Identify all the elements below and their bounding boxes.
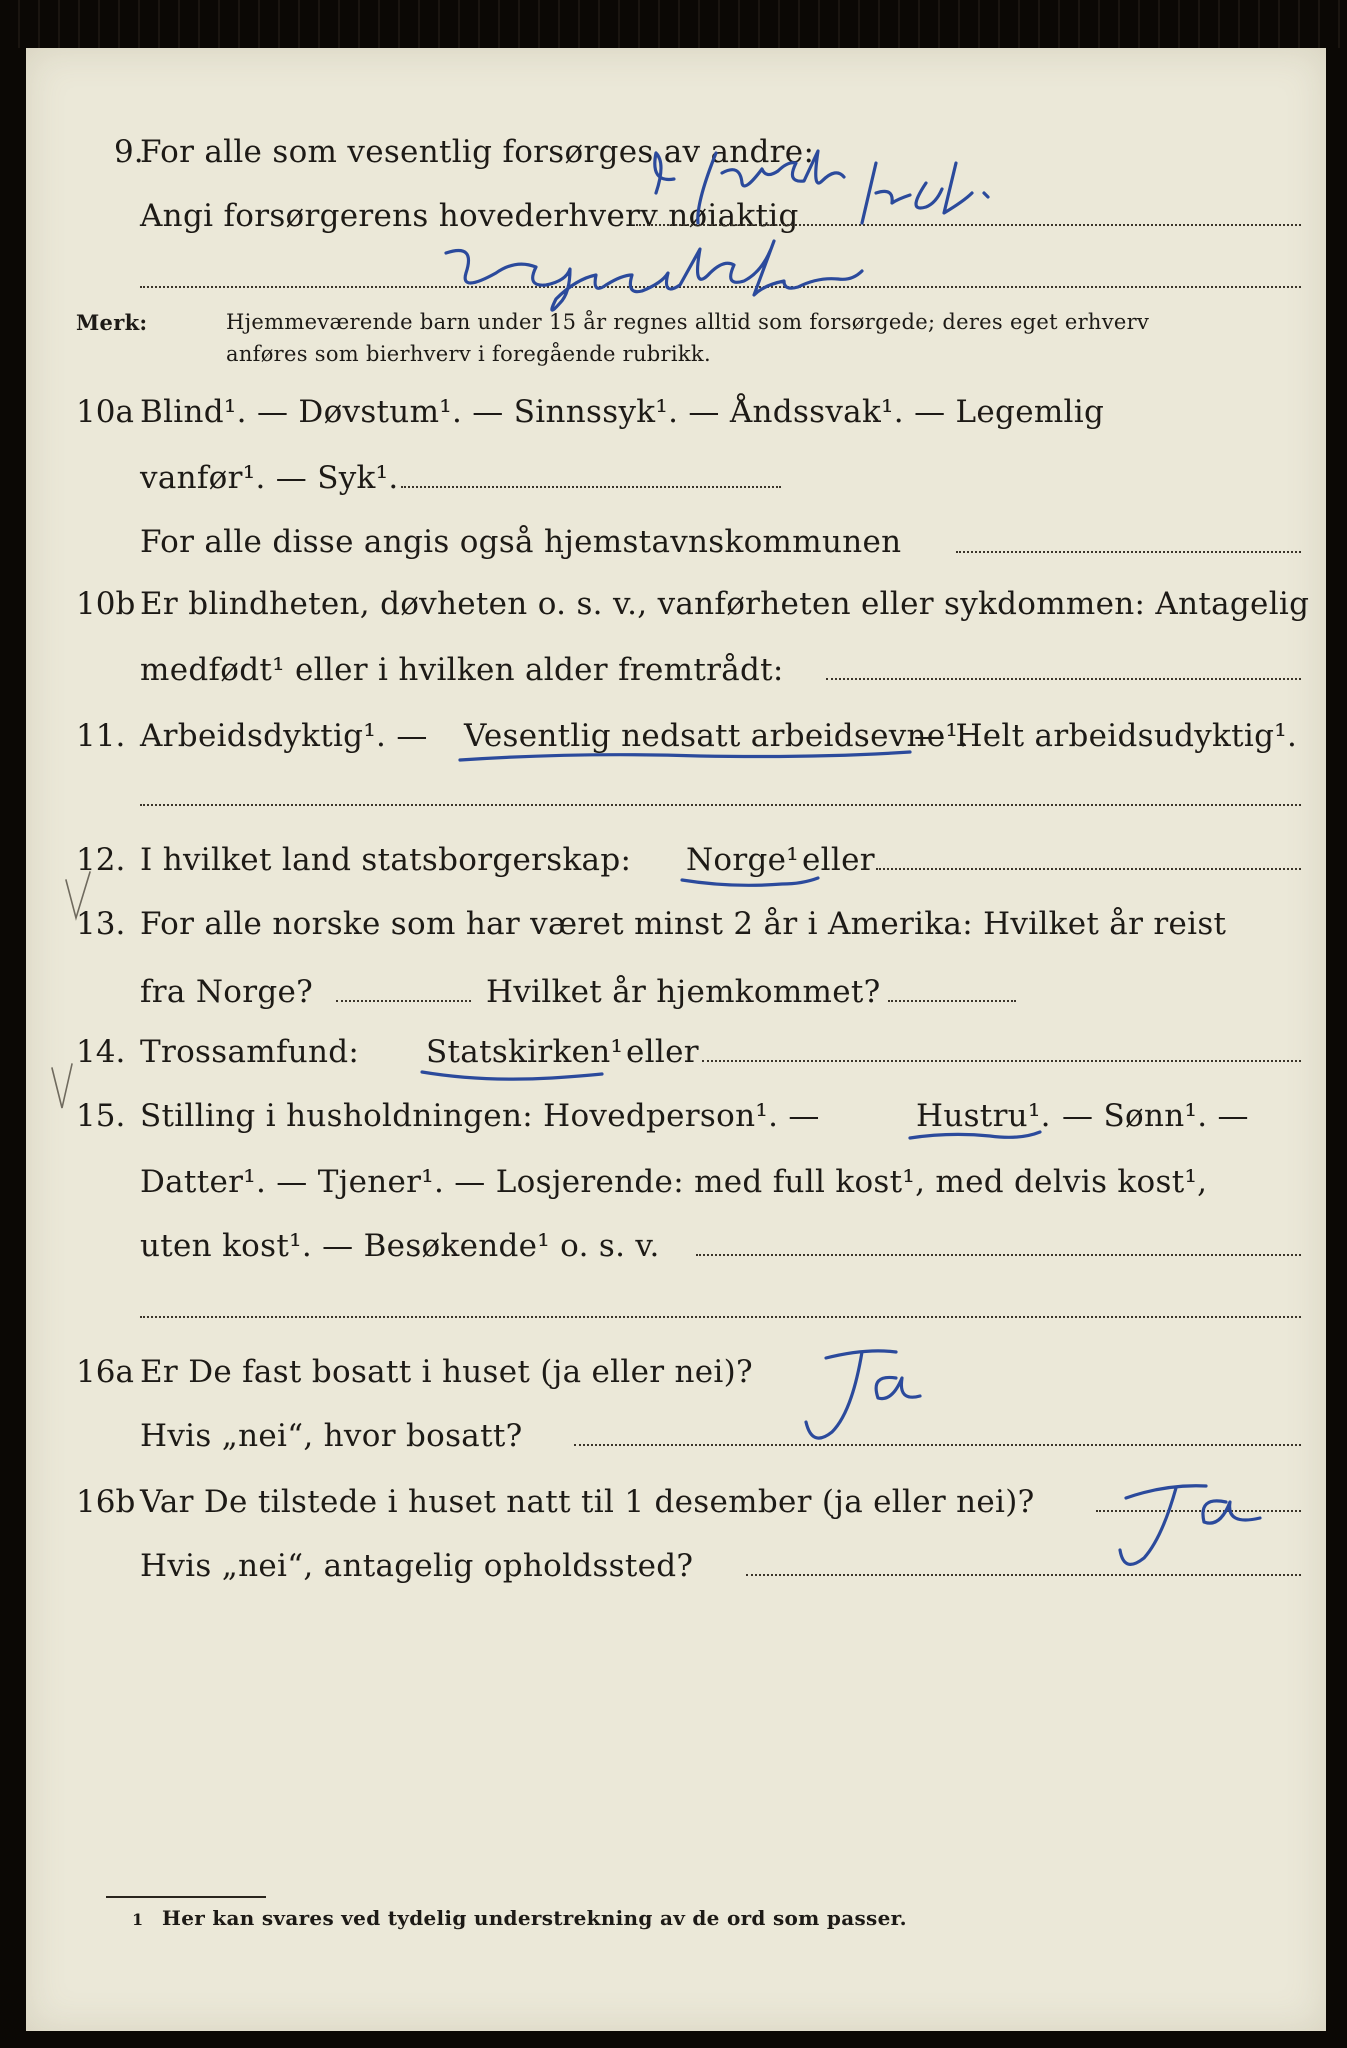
q14-underline (418, 1066, 618, 1090)
q15-number: 15. (76, 1098, 126, 1134)
census-form-page (26, 48, 1326, 2031)
q10a-line2: vanfør¹. — Syk¹. (140, 460, 399, 496)
q10a-line3: For alle disse angis også hjemstavnskommunen (140, 524, 902, 560)
q10a-line1: Blind¹. — Døvstum¹. — Sinnssyk¹. — Åndssvak¹. — Legemlig (140, 394, 1105, 430)
merk-line2: anføres som bierhverv i foregående rubrikk. (226, 342, 711, 366)
q13-number: 13. (76, 906, 126, 942)
q10b-line1: Er blindheten, døvheten o. s. v., vanførheten eller sykdommen: Antagelig (140, 586, 1310, 622)
q14-rest: eller (626, 1034, 699, 1070)
q15-underline (906, 1128, 1056, 1152)
q14-text: Trossamfund: (140, 1034, 360, 1070)
q9-number: 9. (114, 134, 144, 170)
q10b-number: 10b (76, 586, 136, 622)
q13-line1: For alle norske som har været minst 2 år i Amerika: Hvilket år reist (140, 906, 1227, 942)
q13-line2b: Hvilket år hjemkommet? (486, 974, 881, 1010)
q13-reist-line (336, 1000, 471, 1002)
q12-rest: eller (802, 842, 875, 878)
q16b-line2: Hvis „nei“, antagelig opholdssted? (140, 1548, 694, 1584)
q9-line1: For alle som vesentlig forsørges av andre: (140, 134, 815, 170)
q12-text: I hvilket land statsborgerskap: (140, 842, 632, 878)
q11-part1: Arbeidsdyktig¹. — (140, 718, 428, 754)
q12-answer-line (876, 868, 1301, 870)
q11-number: 11. (76, 718, 126, 754)
q10b-answer-line (826, 678, 1301, 680)
q15-line2: Datter¹. — Tjener¹. — Losjerende: med full kost¹, med delvis kost¹, (140, 1164, 1208, 1200)
scan-edge (0, 0, 1347, 48)
q16a-handwritten-answer (776, 1338, 976, 1458)
q16b-handwritten-answer (1086, 1458, 1316, 1578)
q10a-syk-line (401, 486, 781, 488)
q13-line2a: fra Norge? (140, 974, 314, 1010)
q16a-line1: Er De fast bosatt i huset (ja eller nei)? (140, 1354, 753, 1390)
q11-part3: — Helt arbeidsudyktig¹. (914, 718, 1298, 754)
q12-underline (678, 870, 828, 894)
q15-line1a: Stilling i husholdningen: Hovedperson¹. — (140, 1098, 820, 1134)
footnote-text: Her kan svares ved tydelig understrekning av de ord som passer. (162, 1906, 907, 1930)
q16a-line2: Hvis „nei“, hvor bosatt? (140, 1418, 523, 1454)
q15-answer-line-2 (140, 1316, 1301, 1318)
merk-label: Merk: (76, 310, 148, 335)
q11-underline (456, 748, 916, 772)
q9-handwritten-answer (626, 123, 1306, 303)
q10a-number: 10a (76, 394, 134, 430)
q16b-number: 16b (76, 1484, 136, 1520)
q15-line1c: — Sønn¹. — (1062, 1098, 1249, 1134)
q15-answer-line-1 (696, 1254, 1301, 1256)
q14-answer-line (702, 1060, 1301, 1062)
q12-option-selected: Norge¹ (686, 842, 800, 878)
q11-part2-selected: Vesentlig nedsatt arbeidsevne¹. (464, 718, 969, 754)
q15-line3: uten kost¹. — Besøkende¹ o. s. v. (140, 1228, 660, 1264)
footnote-rule (106, 1896, 266, 1898)
q12-number: 12. (76, 842, 126, 878)
q11-answer-line (140, 804, 1301, 806)
merk-line1: Hjemmeværende barn under 15 år regnes alltid som forsørgede; deres eget erhverv (226, 310, 1150, 334)
q9-line2: Angi forsørgerens hovederhverv nøiaktig (140, 198, 799, 234)
q16b-line1: Var De tilstede i huset natt til 1 desember (ja eller nei)? (140, 1484, 1035, 1520)
q10b-line2: medfødt¹ eller i hvilken alder fremtrådt: (140, 652, 784, 688)
q15-option-selected: Hustru¹. (916, 1098, 1051, 1134)
q13-hjemkommet-line (888, 1000, 1016, 1002)
q14-option-selected: Statskirken¹ (426, 1034, 624, 1070)
q16a-number: 16a (76, 1354, 134, 1390)
q14-number: 14. (76, 1034, 126, 1070)
footnote-mark: 1 (132, 1910, 144, 1929)
q10a-hjemstavn-line (956, 551, 1301, 553)
